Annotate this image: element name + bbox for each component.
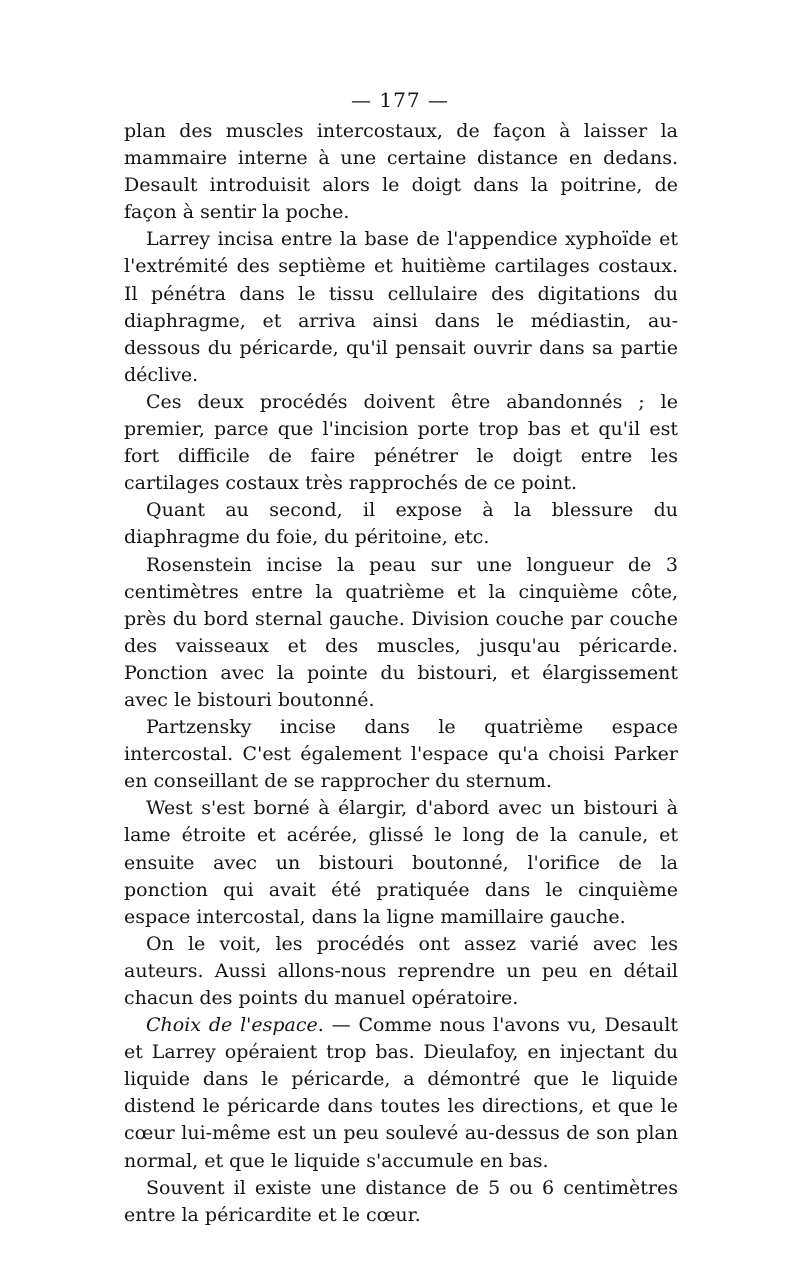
paragraph-7: West s'est borné à élargir, d'abord avec un bistouri à lame étroite et acérée, glissé le long de la canule, et ensuite avec un bistouri boutonné, l'orifice de la ponction qui avait été pratiquée dans le cinquième espace intercostal, dans la ligne mamillaire gauche. — [124, 797, 678, 928]
section-heading: Choix de l'espace. — [146, 1014, 324, 1037]
paragraph-10: Souvent il existe une distance de 5 ou 6 centimètres entre la péricardite et le cœur. — [124, 1176, 678, 1226]
page-number: — 177 — — [351, 88, 449, 112]
paragraph-2: Larrey incisa entre la base de l'appendice xyphoïde et l'extrémité des septième et huitième cartilages costaux. Il pénétra dans le tissu cellulaire des digitations du diaphragme, et arriva ainsi dans le médiastin, au-dessous du péricarde, qu'il pensait ouvrir dans sa partie déclive. — [124, 228, 678, 386]
paragraph-5: Rosenstein incise la peau sur une longueur de 3 centimètres entre la quatrième et la cinquième côte, près du bord sternal gauche. Division couche par couche des vaisseaux et des muscles, jusqu'au péricarde. Ponction avec la pointe du bistouri, et élargissement avec le bistouri boutonné. — [124, 553, 678, 711]
paragraph-1: plan des muscles intercostaux, de façon à laisser la mammaire interne à une certaine distance en dedans. Desault introduisit alors le doigt dans la poitrine, de façon à sentir la poche. — [124, 120, 678, 224]
paragraph-9 — [124, 1012, 678, 1175]
paragraph-4: Quant au second, il expose à la blessure du diaphragme du foie, du péritoine, etc. — [124, 499, 678, 549]
paragraph-8: On le voit, les procédés ont assez varié avec les auteurs. Aussi allons-nous reprendre un peu en détail chacun des points du manuel opératoire. — [124, 932, 678, 1009]
paragraph-3: Ces deux procédés doivent être abandonnés ; le premier, parce que l'incision porte trop bas et qu'il est fort difficile de faire pénétrer le doigt entre les cartilages costaux très rapprochés de ce point. — [124, 390, 678, 495]
body-text — [124, 118, 678, 1229]
paragraph-9-text: — Comme nous l'avons vu, Desault et Larrey opéraient trop bas. Dieulafoy, en injectant du liquide dans le péricarde, a démontré que le liquide distend le péricarde dans toutes les directions, et que le cœur lui-même est un peu soulevé au-dessus de son plan normal, et que le liquide s'accumule en bas. — [124, 1014, 678, 1172]
paragraph-6: Partzensky incise dans le quatrième espace intercostal. C'est également l'espace qu'a choisi Parker en conseillant de se rapprocher du sternum. — [124, 716, 678, 793]
